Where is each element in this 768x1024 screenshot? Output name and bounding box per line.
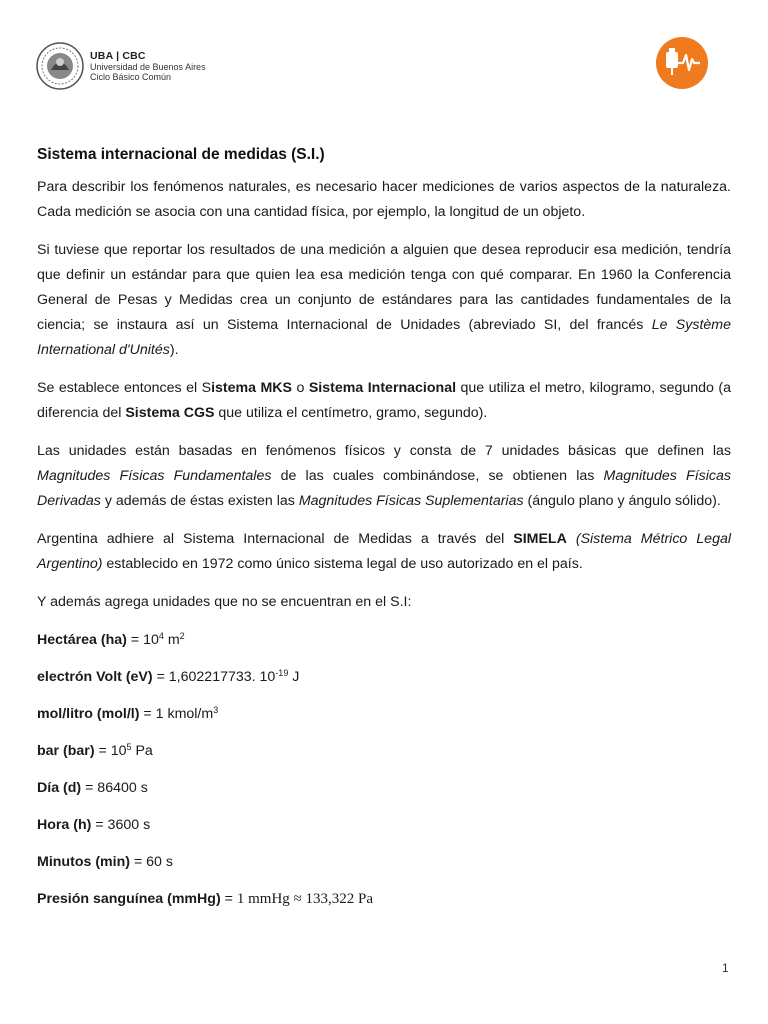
mag-fundamental: Magnitudes Físicas Fundamentales <box>37 468 272 484</box>
mag-supplementary: Magnitudes Físicas Suplementarias <box>298 493 524 509</box>
unit-end: J <box>288 669 300 685</box>
paragraph-mks <box>37 376 731 426</box>
unit-label: Hectárea (ha) <box>37 632 127 648</box>
simela-text-a: Argentina adhiere al Sistema Internacional de Medidas a través del <box>37 531 514 547</box>
university-seal-icon <box>36 42 84 90</box>
page-number: 1 <box>722 961 729 975</box>
unit-mid: m <box>163 632 180 648</box>
mag-text-g: (ángulo plano y ángulo sólido). <box>523 493 721 509</box>
unit-eq: = 60 s <box>130 854 173 870</box>
mag-text-e: y además de éstas existen las <box>100 493 299 509</box>
unit-label: Minutos (min) <box>37 854 130 870</box>
unit-min <box>37 850 731 875</box>
paragraph-si-history-end: ). <box>169 342 179 358</box>
unit-label: Presión sanguínea (mmHg) <box>37 891 221 907</box>
unit-exp: 2 <box>179 631 185 641</box>
unit-label: Día (d) <box>37 780 82 796</box>
unit-exp: 5 <box>126 742 132 752</box>
mks-text-c: o <box>292 380 309 396</box>
unit-mol <box>37 702 731 727</box>
university-name-block <box>90 50 206 82</box>
paragraph-intro: Para describir los fenómenos naturales, es necesario hacer mediciones de varios aspectos de la naturaleza. Cada medición se asocia con una cantidad física, por ejemplo, la longitud de un objeto. <box>37 179 731 220</box>
heartbeat-flask-icon <box>656 37 708 89</box>
unit-hora <box>37 813 731 838</box>
paragraph-extra-units: Y además agrega unidades que no se encuentran en el S.I: <box>37 594 412 610</box>
unit-hectarea <box>37 628 731 653</box>
si-term: Sistema Internacional <box>308 380 457 396</box>
cgs-term: Sistema CGS <box>125 405 215 421</box>
unit-serif-value: 1 mmHg ≈ 133,322 Pa <box>236 891 374 907</box>
paragraph-si-history <box>37 238 731 363</box>
paragraph-magnitudes <box>37 439 731 514</box>
french-name: Le Système International d'Unités <box>37 317 731 358</box>
unit-eq: = 86400 s <box>81 780 148 796</box>
unit-eq: = 10 <box>126 632 159 648</box>
mag-text-c: de las cuales combinándose, se obtienen las <box>271 468 604 484</box>
page-title: Sistema internacional de medidas (S.I.) <box>37 146 325 163</box>
unit-exp: 3 <box>213 705 219 715</box>
unit-label: mol/litro (mol/l) <box>37 706 140 722</box>
simela-term: SIMELA <box>513 531 567 547</box>
unit-label: bar (bar) <box>37 743 95 759</box>
unit-end: Pa <box>131 743 153 759</box>
document-body <box>37 142 731 924</box>
unit-eq: = 1,602217733. 10 <box>152 669 276 685</box>
org-cycle-name: Ciclo Básico Común <box>90 72 172 82</box>
simela-text-d: establecido en 1972 como único sistema legal de uso autorizado en el país. <box>102 556 583 572</box>
mks-text-g: que utiliza el centímetro, gramo, segundo). <box>214 405 488 421</box>
university-logo <box>36 42 206 90</box>
unit-dia <box>37 776 731 801</box>
unit-presion <box>37 887 731 912</box>
mag-derived: Magnitudes Físicas Derivadas <box>37 468 731 509</box>
unit-eq: = <box>220 891 237 907</box>
mks-text-a: Se establece entonces el S <box>37 380 212 396</box>
unit-label: Hora (h) <box>37 817 92 833</box>
mks-term: istema MKS <box>211 380 293 396</box>
unit-label: electrón Volt (eV) <box>37 669 153 685</box>
unit-eq: = 3600 s <box>91 817 151 833</box>
unit-eq: = 10 <box>94 743 127 759</box>
mag-text-a: Las unidades están basadas en fenómenos físicos y consta de 7 unidades básicas que definen las <box>37 443 731 459</box>
mks-text-e: que utiliza el metro, kilogramo, segundo (a diferencia del <box>37 380 732 421</box>
unit-exp: 4 <box>158 631 164 641</box>
org-full-name: Universidad de Buenos Aires <box>90 62 206 72</box>
paragraph-simela <box>37 527 731 577</box>
unit-ev <box>37 665 731 690</box>
paragraph-si-history-text: Si tuviese que reportar los resultados de una medición a alguien que desea reproducir esa medición, tendría que definir un estándar para que quien lea esa medición tenga con qué comparar. En 1960 la Conferencia General de Pesas y Medidas crea un conjunto de estándares para las cantidades fundamentales de la ciencia; se instaura así un Sistema Internacional de Unidades (abreviado SI, del francés <box>37 242 731 333</box>
org-short-name: UBA | CBC <box>90 50 146 62</box>
unit-bar <box>37 739 731 764</box>
unit-exp: -19 <box>275 668 289 678</box>
unit-eq: = 1 kmol/m <box>139 706 214 722</box>
simela-expansion: (Sistema Métrico Legal Argentino) <box>37 531 731 572</box>
